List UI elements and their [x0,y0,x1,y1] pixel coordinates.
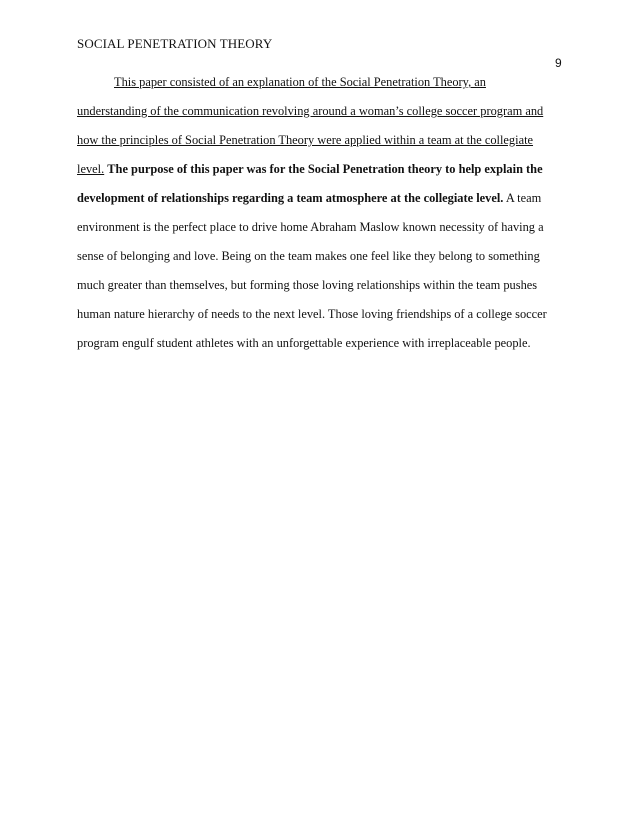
purpose-statement-bold: The purpose of this paper was for the Social Penetration theory to help explain the [107,162,543,176]
paragraph-line-8: much greater than themselves, but forming those loving relationships within the team pushes [77,278,538,292]
paragraph-line-4 [77,155,577,184]
paragraph-line-7: sense of belonging and love. Being on the team makes one feel like they belong to something [77,249,540,263]
paragraph-line-6: environment is the perfect place to drive home Abraham Maslow known necessity of having a [77,220,544,234]
running-head: SOCIAL PENETRATION THEORY [77,36,273,51]
paragraph-line-10: program engulf student athletes with an unforgettable experience with irreplaceable people. [77,336,531,350]
body-paragraph [77,68,577,358]
paragraph-line-5 [77,184,577,213]
paragraph-line-1: This paper consisted of an explanation of the Social Penetration Theory, an [114,75,486,89]
page-number: 9 [555,56,562,70]
purpose-statement-bold-continued: development of relationships regarding a team atmosphere at the collegiate level. [77,191,504,205]
paragraph-line-2: understanding of the communication revolving around a woman’s college soccer program and [77,104,544,118]
underlined-text: level. [77,162,105,176]
paragraph-line-3: how the principles of Social Penetration Theory were applied within a team at the collegiate [77,133,534,147]
paragraph-line-9: human nature hierarchy of needs to the next level. Those loving friendships of a college soccer [77,307,547,321]
plain-text: A team [505,191,542,205]
